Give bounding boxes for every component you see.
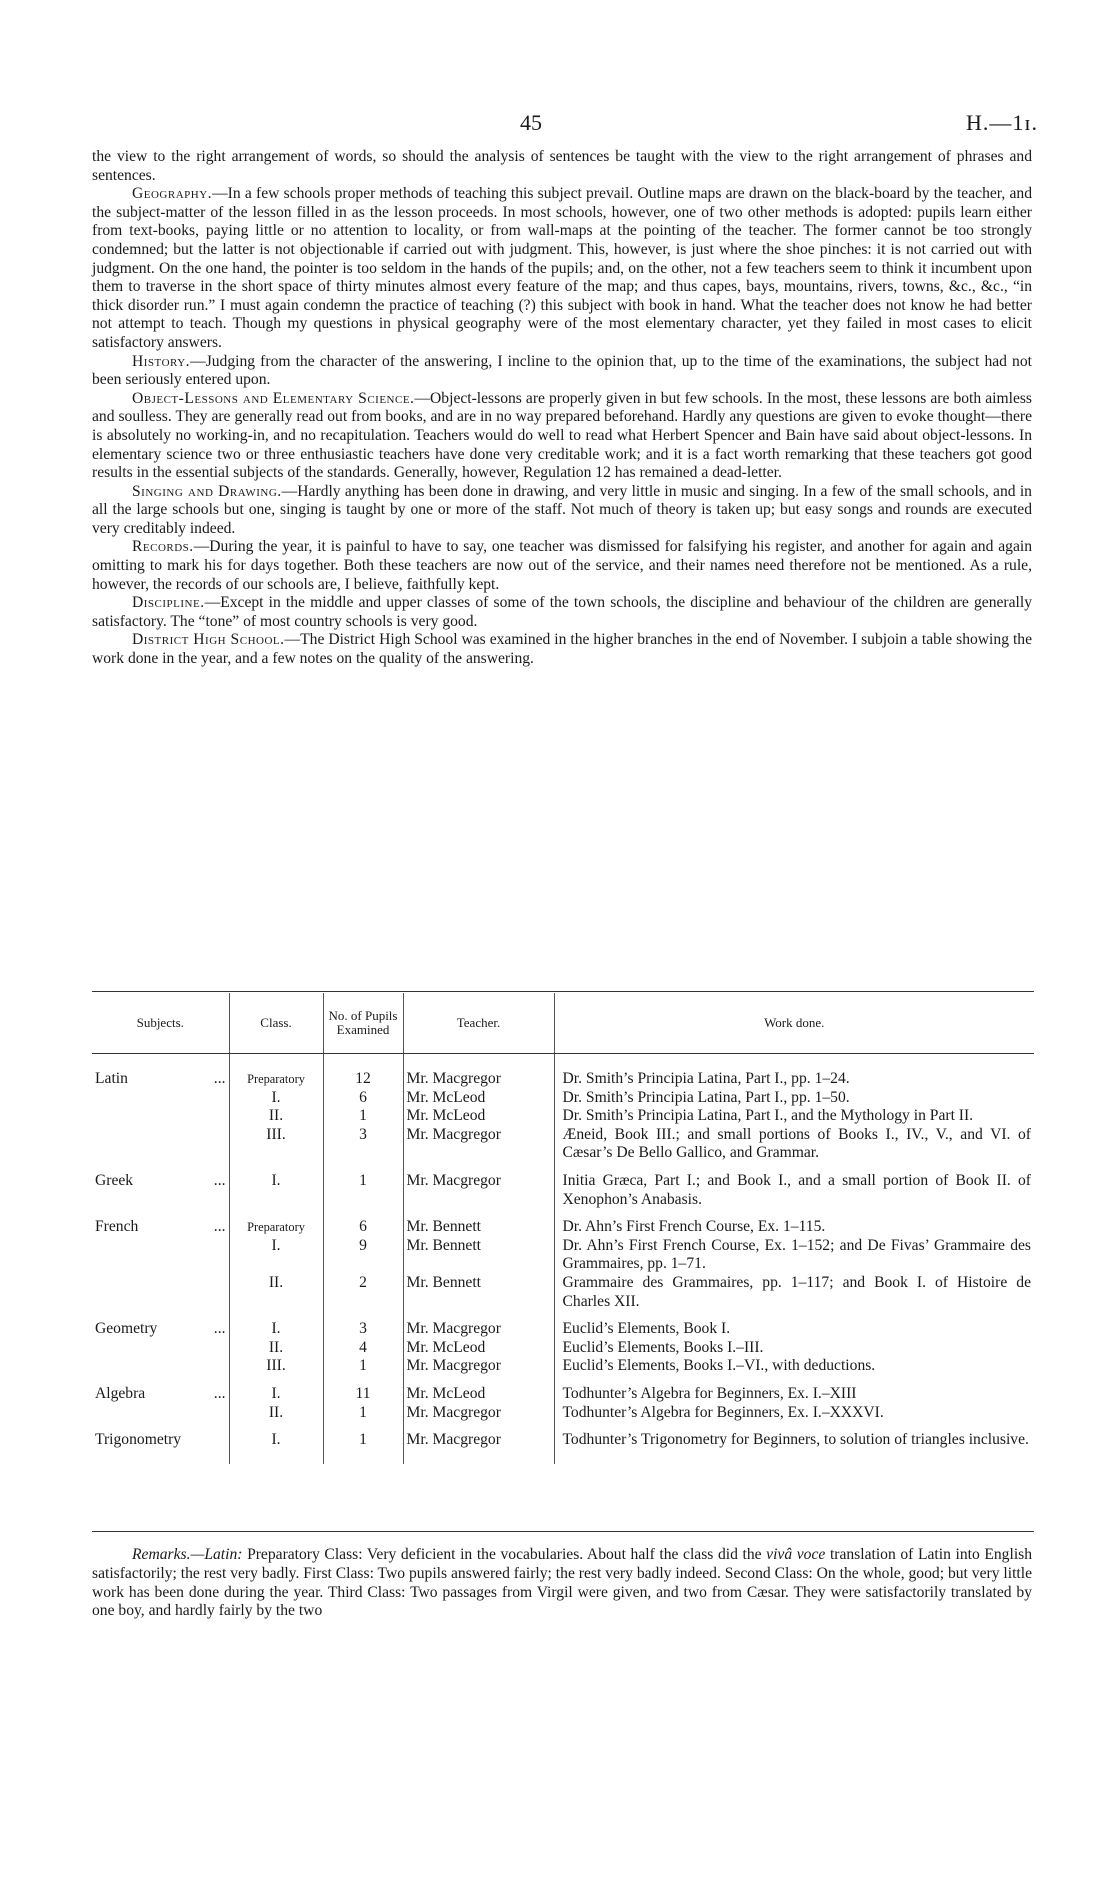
teacher-cell: Mr. Bennett	[403, 1209, 554, 1237]
header-class: Class.	[229, 993, 323, 1054]
header-pupils: No. of Pupils Examined	[323, 993, 403, 1054]
pupils-cell: 2	[323, 1274, 403, 1311]
remarks-paragraph	[92, 1546, 1032, 1621]
table-row	[92, 1054, 1034, 1089]
table-row	[92, 1376, 1034, 1404]
table-row	[92, 1126, 1034, 1163]
pupils-cell: 1	[323, 1107, 403, 1126]
pupils-cell: 1	[323, 1357, 403, 1376]
leader-dots: ...	[213, 1384, 226, 1402]
teacher-cell: Mr. Macgregor	[403, 1054, 554, 1089]
table-row	[92, 1339, 1034, 1358]
teacher-cell: Mr. Macgregor	[403, 1163, 554, 1209]
teacher-cell: Mr. Bennett	[403, 1274, 554, 1311]
subject-cell	[92, 1311, 229, 1339]
subject-cell	[92, 1107, 229, 1126]
teacher-cell: Mr. Bennett	[403, 1237, 554, 1274]
paragraph-district-high-school	[92, 631, 1032, 668]
teacher-cell: Mr. McLeod	[403, 1339, 554, 1358]
paragraph-geography	[92, 185, 1032, 352]
work-cell: Euclid’s Elements, Book I.	[554, 1311, 1034, 1339]
page-header	[0, 110, 1114, 140]
text-history: —Judging from the character of the answering, I incline to the opinion that, up to the time of the examinations, the subject had not been seriously entered upon.	[92, 352, 1032, 389]
leader-dots: ...	[213, 1171, 226, 1189]
pupils-cell: 9	[323, 1237, 403, 1274]
class-cell: II.	[229, 1107, 323, 1126]
class-cell: Preparatory	[229, 1054, 323, 1089]
subject-name: Trigonometry	[95, 1431, 182, 1449]
work-cell: Todhunter’s Trigonometry for Beginners, to solution of triangles inclusive.	[554, 1422, 1034, 1464]
table-row	[92, 1163, 1034, 1209]
class-cell: I.	[229, 1422, 323, 1464]
subject-name: Algebra	[95, 1384, 146, 1402]
subject-cell	[92, 1089, 229, 1108]
remarks-text-1: Preparatory Class: Very deficient in the vocabularies. About half the class did the	[242, 1546, 767, 1563]
work-cell: Dr. Ahn’s First French Course, Ex. 1–115.	[554, 1209, 1034, 1237]
text-records: —During the year, it is painful to have to say, one teacher was dismissed for falsifying his register, and another for again and again omitting to mark his for days together. Both these teachers are now out of the service, and their names need therefore not be mentioned. As a rule, however, the records of our schools are, I believe, faithfully kept.	[92, 538, 1032, 593]
leader-dots: ...	[213, 1218, 226, 1236]
work-cell: Euclid’s Elements, Books I.–VI., with deductions.	[554, 1357, 1034, 1376]
text-singing: —Hardly anything has been done in drawing, and very little in music and singing. In a few of the small schools, and in all the large schools but one, singing is taught by one or more of the staff. Not much of theory is taken up; but easy songs and rounds are executed very creditably indeed.	[92, 482, 1032, 537]
work-cell: Æneid, Book III.; and small portions of Books I., IV., V., and VI. of Cæsar’s De Bello Gallico, and Grammar.	[554, 1126, 1034, 1163]
class-cell: II.	[229, 1339, 323, 1358]
subject-cell	[92, 1054, 229, 1089]
teacher-cell: Mr. Macgregor	[403, 1357, 554, 1376]
teacher-cell: Mr. Macgregor	[403, 1404, 554, 1423]
report-body	[92, 148, 1032, 669]
heading-district-high-school: District High School.	[132, 631, 285, 649]
table-body	[92, 1054, 1034, 1464]
heading-discipline: Discipline.	[132, 594, 205, 612]
subject-cell	[92, 1163, 229, 1209]
class-cell: I.	[229, 1163, 323, 1209]
paragraph-continuation: the view to the right arrangement of words, so should the analysis of sentences be taught with the view to the right arrangement of phrases and sentences.	[92, 148, 1032, 184]
pupils-cell: 6	[323, 1209, 403, 1237]
remarks-viva-voce: vivâ voce	[766, 1546, 826, 1563]
teacher-cell: Mr. Macgregor	[403, 1422, 554, 1464]
work-cell: Dr. Smith’s Principia Latina, Part I., pp. 1–50.	[554, 1089, 1034, 1108]
class-cell: Preparatory	[229, 1209, 323, 1237]
table-bottom-rule	[92, 1531, 1034, 1532]
pupils-cell: 11	[323, 1376, 403, 1404]
pupils-cell: 6	[323, 1089, 403, 1108]
class-cell: II.	[229, 1274, 323, 1311]
heading-geography: Geography.	[132, 185, 213, 203]
remarks-text-2: translation of Latin into English satisfactorily; the rest very badly. First Class: Two pupils answered fairly; the rest very badly indeed. Second Class: On the whole, good; but very little work has been done during the year. Third Class: Two passages from Virgil were given, and two from Cæsar. They were satisfactorily translated by one boy, and hardly fairly by the two	[92, 1546, 1033, 1620]
class-cell: I.	[229, 1376, 323, 1404]
document-reference: H.—1ɪ.	[966, 110, 1038, 135]
class-cell: I.	[229, 1237, 323, 1274]
subject-name: Geometry	[95, 1320, 158, 1338]
table-header-row	[92, 993, 1034, 1054]
header-teacher: Teacher.	[403, 993, 554, 1054]
subject-name: Latin	[95, 1070, 128, 1087]
table-row	[92, 1237, 1034, 1274]
work-cell: Todhunter’s Algebra for Beginners, Ex. I.–XIII	[554, 1376, 1034, 1404]
table-row	[92, 1089, 1034, 1108]
subject-cell	[92, 1274, 229, 1311]
paragraph-history	[92, 353, 1032, 390]
subject-cell	[92, 1376, 229, 1404]
teacher-cell: Mr. McLeod	[403, 1089, 554, 1108]
paragraph-records	[92, 538, 1032, 594]
teacher-cell: Mr. Macgregor	[403, 1126, 554, 1163]
subject-cell	[92, 1422, 229, 1464]
text-geography: —In a few schools proper methods of teaching this subject prevail. Outline maps are drawn on the black-board by the teacher, and the subject-matter of the lesson filled in as the lesson proceeds. In most schools, however, one of two other methods is adopted: pupils learn either from text-books, paying little or no attention to locality, or from wall-maps at the pointing of the teacher. The former cannot be too strongly condemned; but the latter is not objectionable if carried out with judgment. This, however, is just where the shoe pinches: it is not carried out with judgment. On the one hand, the pointer is too seldom in the hands of the pupils; and, on the other, not a few teachers seem to think it incumbent upon them to traverse in the short space of thirty minutes almost every feature of the map; and thus capes, bays, mountains, rivers, towns, &c., &c., “in thick disorder run.” I must again condemn the practice of teaching (?) this subject with book in hand. What the teacher does not know he had better not attempt to teach. Though my questions in physical geography were of the most elementary character, yet they failed in most cases to elicit satisfactory answers.	[92, 185, 1032, 351]
work-cell: Initia Græca, Part I.; and Book I., and a small portion of Book II. of Xenophon’s Anabasis.	[554, 1163, 1034, 1209]
text-discipline: —Except in the middle and upper classes of some of the town schools, the discipline and behaviour of the children are generally satisfactory. The “tone” of most country schools is very good.	[92, 594, 1032, 630]
table-row	[92, 1274, 1034, 1311]
pupils-cell: 3	[323, 1126, 403, 1163]
subject-name: Greek	[95, 1171, 134, 1189]
class-cell: II.	[229, 1404, 323, 1423]
table-row	[92, 1311, 1034, 1339]
subject-cell	[92, 1209, 229, 1237]
pupils-cell: 1	[323, 1163, 403, 1209]
heading-records: Records.	[132, 538, 194, 556]
header-work-done: Work done.	[554, 993, 1034, 1054]
class-cell: III.	[229, 1126, 323, 1163]
text-object-lessons: —Object-lessons are properly given in but few schools. In the most, these lessons are both aimless and soulless. They are generally read out from books, and are in no way prepared beforehand. Hardly any questions are given to evoke thought—there is absolutely no working-in, and no recapitulation. Teachers would do well to read what Herbert Spencer and Bain have said about object-lessons. In elementary science two or three enthusiastic teachers have done very creditable work; and it is a fact worth remarking that these teachers got good results in the essential subjects of the standards. Generally, however, Regulation 12 has remained a dead-letter.	[92, 389, 1033, 482]
heading-singing: Singing and Drawing.	[132, 482, 282, 500]
table-row	[92, 1404, 1034, 1423]
subject-cell	[92, 1237, 229, 1274]
pupils-cell: 3	[323, 1311, 403, 1339]
paragraph-discipline	[92, 594, 1032, 631]
table-row	[92, 1422, 1034, 1464]
subject-name: French	[95, 1218, 139, 1236]
subject-cell	[92, 1339, 229, 1358]
table-row	[92, 1209, 1034, 1237]
heading-history: History.	[132, 352, 191, 370]
table-row	[92, 1357, 1034, 1376]
pupils-cell: 1	[323, 1422, 403, 1464]
teacher-cell: Mr. McLeod	[403, 1107, 554, 1126]
paragraph-object-lessons	[92, 390, 1032, 483]
remarks-label: Remarks.—Latin:	[132, 1546, 243, 1563]
text-district-high-school: —The District High School was examined in the higher branches in the end of November. I subjoin a table showing the work done in the year, and a few notes on the quality of the answering.	[92, 631, 1033, 668]
pupils-cell: 4	[323, 1339, 403, 1358]
work-cell: Dr. Smith’s Principia Latina, Part I., pp. 1–24.	[554, 1054, 1034, 1089]
work-cell: Dr. Smith’s Principia Latina, Part I., and the Mythology in Part II.	[554, 1107, 1034, 1126]
paragraph-singing	[92, 483, 1032, 539]
pupils-cell: 1	[323, 1404, 403, 1423]
class-cell: I.	[229, 1089, 323, 1108]
pupils-cell: 12	[323, 1054, 403, 1089]
work-done-table	[92, 993, 1034, 1464]
header-subjects: Subjects.	[92, 993, 229, 1054]
subject-cell	[92, 1126, 229, 1163]
work-cell: Dr. Ahn’s First French Course, Ex. 1–152; and De Fivas’ Grammaire des Grammaires, pp. 1–71.	[554, 1237, 1034, 1274]
work-cell: Grammaire des Grammaires, pp. 1–117; and Book I. of Histoire de Charles XII.	[554, 1274, 1034, 1311]
subject-cell	[92, 1404, 229, 1423]
page-number: 45	[520, 110, 542, 135]
subject-cell	[92, 1357, 229, 1376]
table-top-rule	[92, 991, 1034, 992]
teacher-cell: Mr. McLeod	[403, 1376, 554, 1404]
table-row	[92, 1107, 1034, 1126]
class-cell: III.	[229, 1357, 323, 1376]
leader-dots: ...	[213, 1070, 226, 1087]
heading-object-lessons: Object-Lessons and Elementary Science.	[132, 389, 415, 407]
teacher-cell: Mr. Macgregor	[403, 1311, 554, 1339]
leader-dots: ...	[213, 1320, 226, 1338]
class-cell: I.	[229, 1311, 323, 1339]
work-cell: Todhunter’s Algebra for Beginners, Ex. I.–XXXVI.	[554, 1404, 1034, 1423]
work-cell: Euclid’s Elements, Books I.–III.	[554, 1339, 1034, 1358]
